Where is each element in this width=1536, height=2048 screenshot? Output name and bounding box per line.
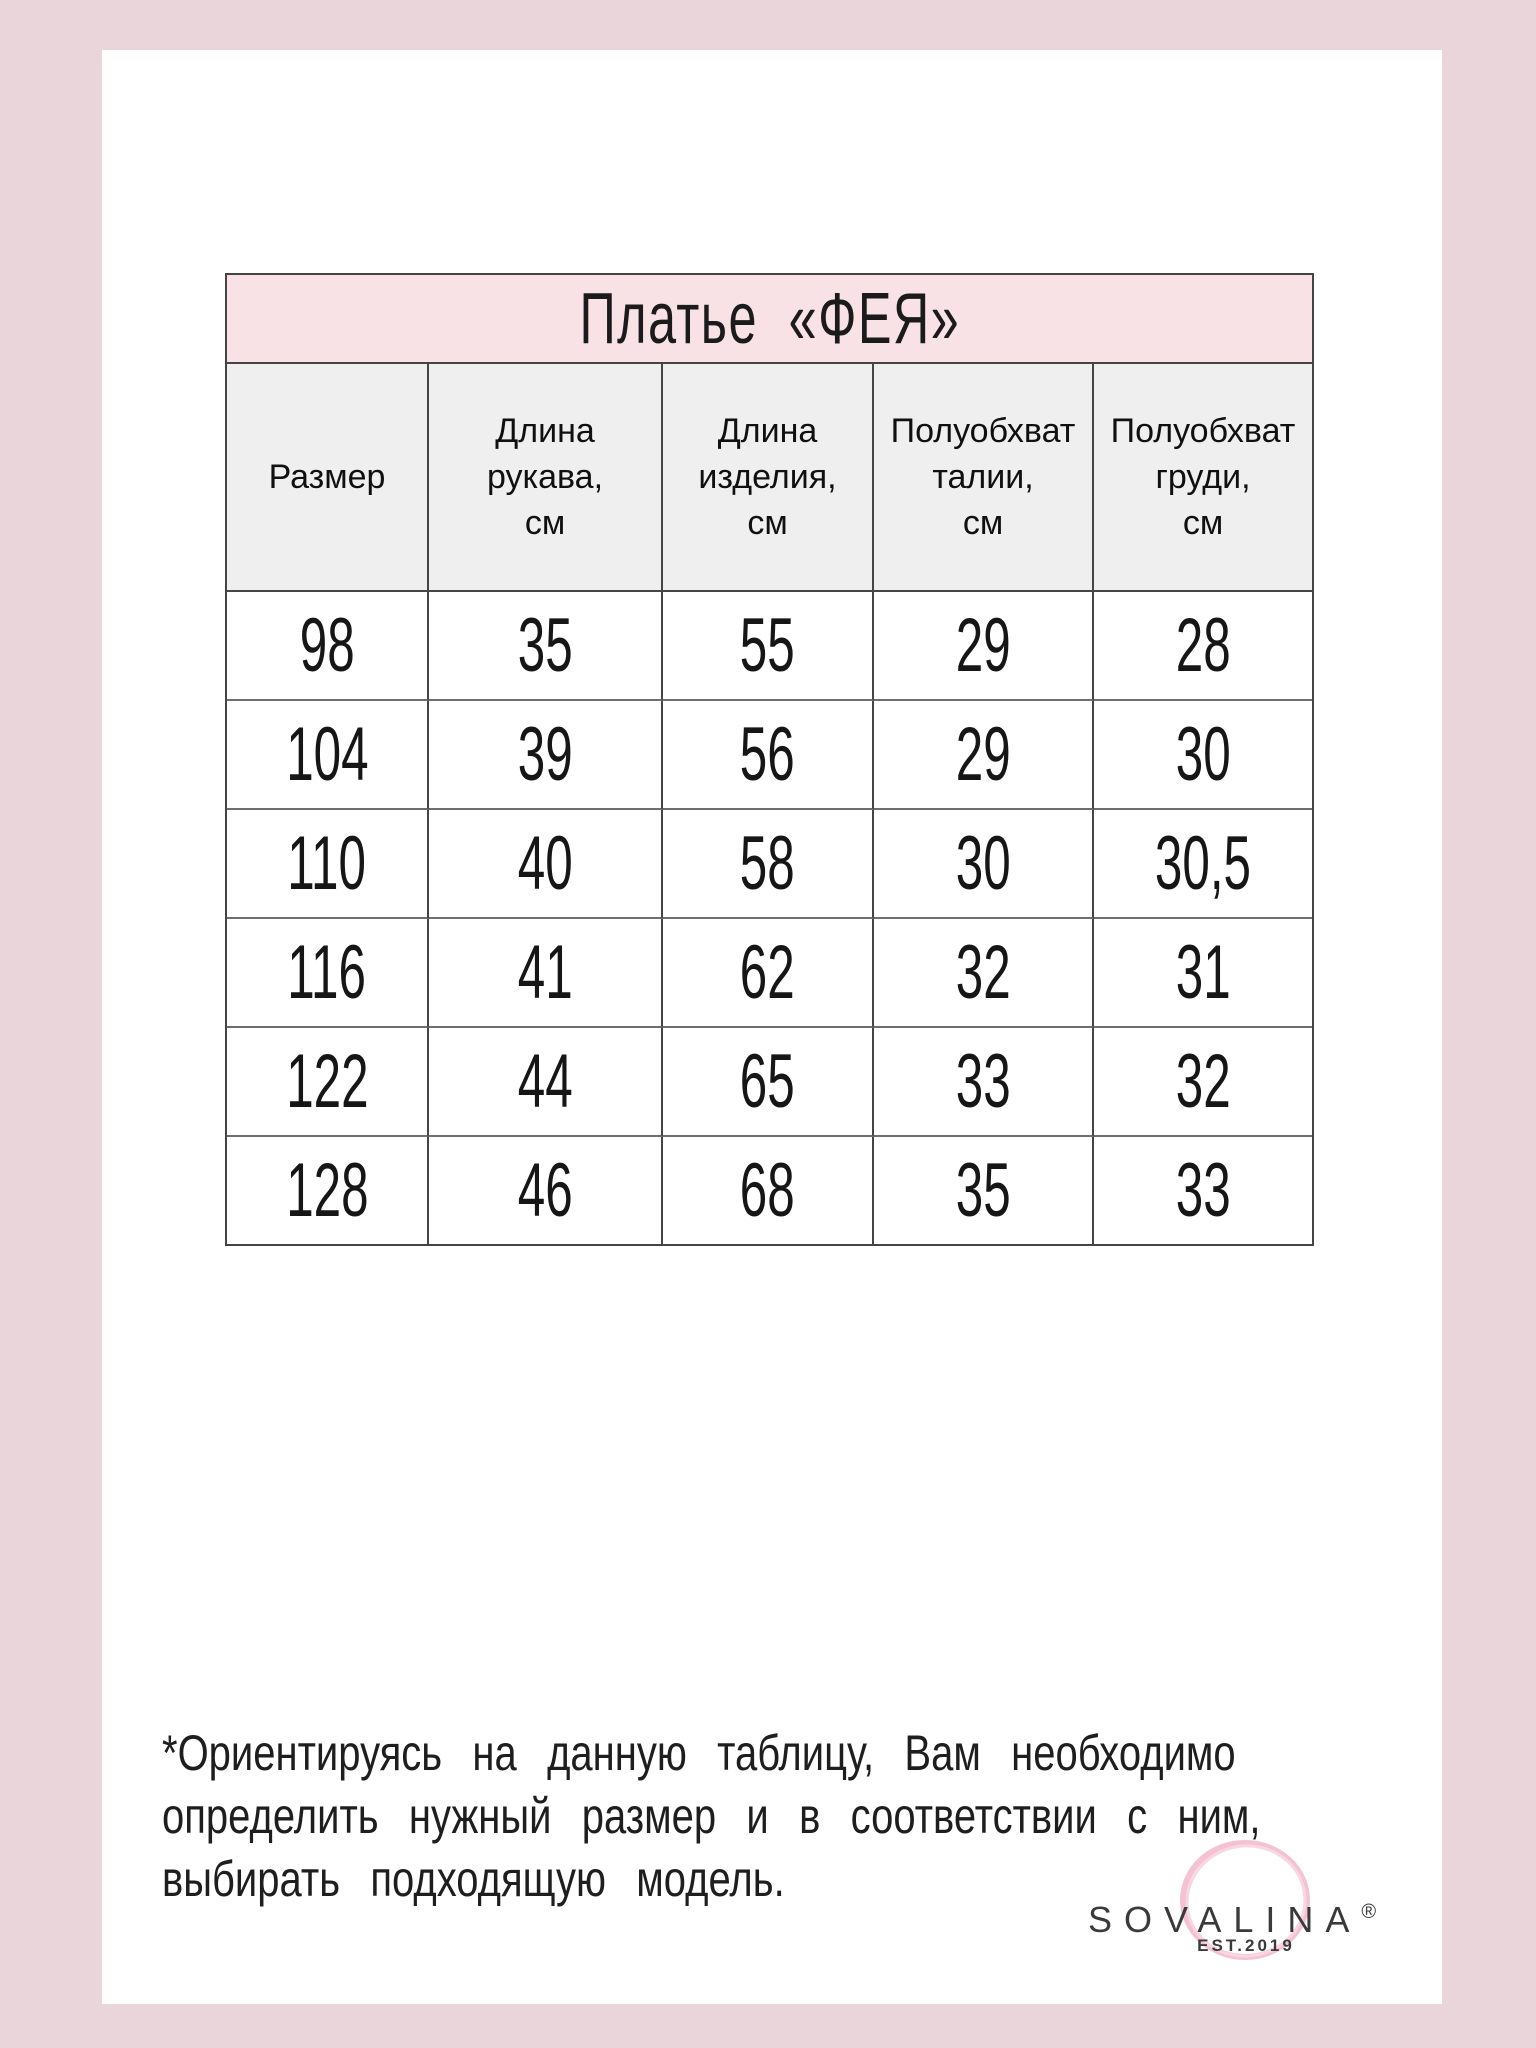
size-value: 110 <box>227 810 429 919</box>
header-size-label: Размер <box>268 458 386 496</box>
header-item-length: Длина изделия, см <box>663 364 874 592</box>
size-value: 122 <box>227 1028 429 1137</box>
half-waist-value: 29 <box>874 592 1094 701</box>
half-chest-value: 28 <box>1094 592 1312 701</box>
brand-established: EST.2019 <box>1197 1936 1295 1955</box>
page <box>102 50 1442 2004</box>
footnote-line: *Ориентируясь на данную таблицу, Вам необходимо <box>162 1725 1236 1781</box>
footnote-line: выбирать подходящую модель. <box>162 1851 785 1907</box>
item-length-value: 56 <box>663 701 874 810</box>
sleeve-length-value: 46 <box>429 1137 663 1244</box>
sleeve-length-value: 41 <box>429 919 663 1028</box>
size-table <box>225 273 1314 1246</box>
item-length-value: 58 <box>663 810 874 919</box>
size-value: 104 <box>227 701 429 810</box>
header-half-chest: Полуобхват груди, см <box>1094 364 1312 592</box>
sleeve-length-value: 39 <box>429 701 663 810</box>
sleeve-length-value: 44 <box>429 1028 663 1137</box>
half-waist-value: 32 <box>874 919 1094 1028</box>
half-waist-value: 33 <box>874 1028 1094 1137</box>
sleeve-length-value: 40 <box>429 810 663 919</box>
item-length-value: 68 <box>663 1137 874 1244</box>
table-title-text: Платье «ФЕЯ» <box>579 278 960 359</box>
header-half-waist: Полуобхват талии, см <box>874 364 1094 592</box>
sleeve-length-value: 35 <box>429 592 663 701</box>
footnote-line: определить нужный размер и в соответствии с ним, <box>162 1788 1261 1844</box>
header-size <box>227 364 429 592</box>
half-chest-value: 30,5 <box>1094 810 1312 919</box>
half-chest-value: 31 <box>1094 919 1312 1028</box>
size-value: 128 <box>227 1137 429 1244</box>
half-chest-value: 33 <box>1094 1137 1312 1244</box>
footnote <box>162 1722 1535 1911</box>
half-waist-value: 30 <box>874 810 1094 919</box>
item-length-value: 55 <box>663 592 874 701</box>
item-length-value: 65 <box>663 1028 874 1137</box>
half-waist-value: 29 <box>874 701 1094 810</box>
size-value: 98 <box>227 592 429 701</box>
brand-logo <box>1088 1899 1376 1941</box>
registered-trademark-icon: ® <box>1361 1901 1377 1923</box>
table-title <box>227 275 1312 364</box>
item-length-value: 62 <box>663 919 874 1028</box>
size-value: 116 <box>227 919 429 1028</box>
half-chest-value: 30 <box>1094 701 1312 810</box>
header-sleeve-length: Длина рукава, см <box>429 364 663 592</box>
half-waist-value: 35 <box>874 1137 1094 1244</box>
brand-name: SOVALINA <box>1088 1899 1362 1940</box>
half-chest-value: 32 <box>1094 1028 1312 1137</box>
